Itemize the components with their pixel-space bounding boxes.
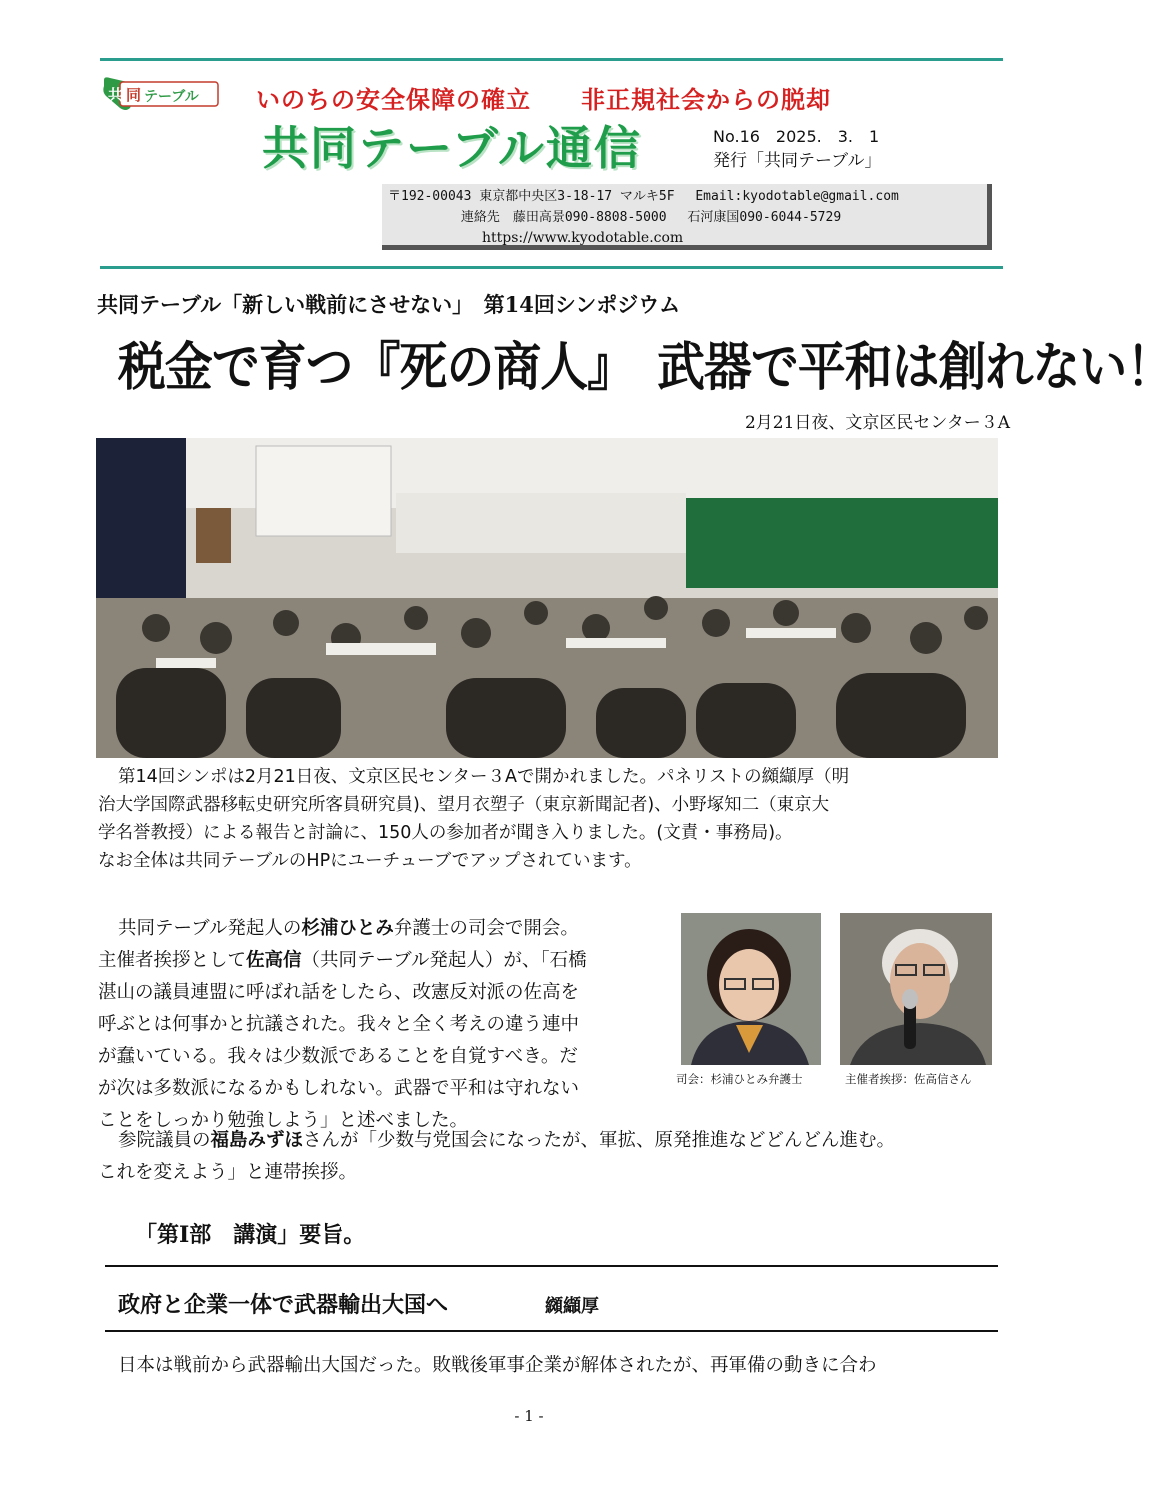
page-number: - 1 - [514,1407,544,1425]
contact-box [382,184,992,250]
svg-text:共: 共 [108,86,124,104]
svg-text:テーブル: テーブル [144,89,199,105]
header-bottom-rule [100,266,1003,269]
moderator-caption: 司会：杉浦ひとみ弁護士 [676,1072,803,1086]
newsletter-title: 共同テーブル通信 [262,121,642,175]
lecture-body-text: 日本は戦前から武器輸出大国だった。敗戦後軍事企業が解体されたが、再軍備の動きに合わ [118,1355,877,1376]
subhead-bottom-rule [105,1330,998,1332]
top-rule [100,58,1003,61]
opening-paragraph [98,913,663,1137]
intro-line-2: 治大学国際武器移転史研究所客員研究員)、望月衣塑子（東京新聞記者)、小野塚知二（東京大 [98,795,830,815]
byline: 纐纈厚 [545,1296,599,1317]
opening-line-6: が次は多数派になるかもしれない。武器で平和は守れない [98,1078,580,1099]
svg-text:同: 同 [126,86,142,104]
intro-paragraph [98,763,998,875]
greeting-paragraph [98,1125,1003,1189]
contact-address: 〒192-00043 東京都中央区3-18-17 マルキ5F Email:kyodotable@gmail.com [388,189,899,204]
issue-number: No.16 2025. 3. 1 [713,127,880,146]
intro-line-4: なお全体は共同テーブルのHPにユーチューブでアップされています。 [98,851,642,871]
contact-phones: 連絡先 藤田高景090-8808-5000 石河康国090-6044-5729 [388,210,842,225]
subhead: 政府と企業一体で武器輸出大国へ [118,1292,449,1318]
contact-url[interactable]: https://www.kyodotable.com [482,230,684,246]
kyodo-table-logo [100,74,220,112]
intro-line-1: 第14回シンポは2月21日夜、文京区民センター３Aで開かれました。パネリストの纐纈厚（明 [118,767,850,787]
moderator-portrait-photo [681,913,821,1065]
opening-line-3: 湛山の議員連盟に呼ばれ話をしたら、改憲反対派の佐高を [98,982,580,1003]
intro-line-3: 学名誉教授）による報告と討論に、150人の参加者が聞き入りました。(文責・事務局)。 [98,823,793,843]
symposium-hall-photo [96,438,998,758]
greeting-line-2: これを変えよう」と連帯挨拶。 [98,1162,358,1183]
opening-line-5: が蠢いている。我々は少数派であることを自覚すべき。だ [98,1046,578,1067]
section-title: 「第Ⅰ部 講演」要旨。 [135,1222,366,1248]
organizer-caption: 主催者挨拶：佐高信さん [845,1072,972,1086]
opening-line-2: 主催者挨拶として佐高信（共同テーブル発起人）が、「石橋 [98,950,587,971]
kicker: 共同テーブル「新しい戦前にさせない」 第14回シンポジウム [97,292,681,317]
publisher: 発行「共同テーブル」 [713,151,882,171]
slogan: いのちの安全保障の確立 非正規社会からの脱却 [256,86,831,114]
dateline: 2月21日夜、文京区民センター３A [744,413,1010,433]
opening-line-1: 共同テーブル発起人の杉浦ひとみ弁護士の司会で開会。 [118,918,579,939]
opening-line-4: 呼ぶとは何事かと抗議された。我々と全く考えの違う連中 [98,1014,580,1035]
subhead-top-rule [105,1265,998,1267]
opening-line-7: ことをしっかり勉強しよう」と述べました。 [98,1110,469,1131]
organizer-portrait-photo [840,913,992,1065]
greeting-line-1: 参院議員の福島みずほさんが「少数与党国会になったが、軍拡、原発推進などどんどん進む。 [118,1130,896,1151]
headline: 税金で育つ『死の商人』 武器で平和は創れない！ [118,338,1173,398]
